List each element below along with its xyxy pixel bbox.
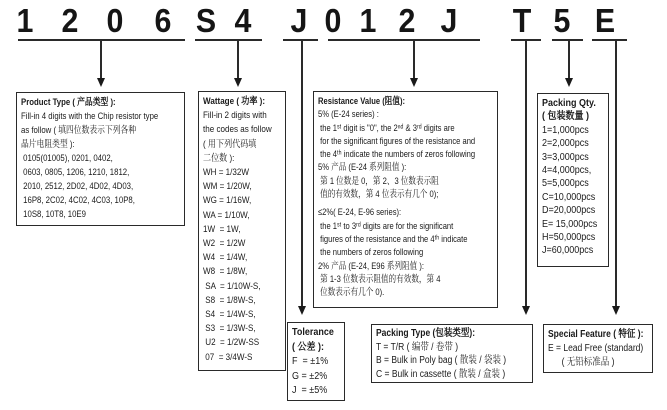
wattage-code-line: WG = 1/16W, xyxy=(203,195,252,207)
wattage-code-line: 07 = 3/4W-S xyxy=(203,351,253,363)
connector-line-special-feature xyxy=(615,40,617,307)
product-type-line: 10S8, 10T8, 10E9 xyxy=(21,209,86,220)
code-char-4: 6 xyxy=(154,2,172,39)
arrow-down-icon-wattage xyxy=(234,78,242,87)
code-char-14: E xyxy=(594,2,616,39)
arrow-down-icon-packing-type xyxy=(522,306,530,315)
resistance-line: 5% (E-24 series) : xyxy=(318,109,379,121)
arrow-down-icon-special-feature xyxy=(612,306,620,315)
wattage-code-line: W2 = 1/2W xyxy=(203,238,246,250)
packing-type-title: Packing Type (包装类型): xyxy=(376,328,476,339)
connector-line-resistance xyxy=(413,40,415,79)
tolerance-line: F = ±1% xyxy=(292,356,329,367)
code-char-5: S xyxy=(195,2,217,39)
wattage-code-line: WA = 1/10W, xyxy=(203,209,250,221)
tolerance-line: J = ±5% xyxy=(292,385,328,396)
packing-type-line: T = T/R ( 编带 / 卷带 ) xyxy=(376,341,459,353)
product-type-title: Product Type ( 产品类型 ): xyxy=(21,97,116,108)
resistance-line: 5% 产品 (E-24 系列阻值 ): xyxy=(318,162,407,174)
special-feature-line: E = Lead Free (standard) xyxy=(548,343,644,354)
connector-line-packing-type xyxy=(525,40,527,307)
wattage-box xyxy=(198,91,286,371)
arrow-down-icon-resistance xyxy=(410,78,418,87)
resistance-value-box xyxy=(313,91,498,308)
product-type-line: 0603, 0805, 1206, 1210, 1812, xyxy=(21,167,130,178)
code-char-2: 2 xyxy=(61,2,79,39)
special-feature-box xyxy=(543,324,653,373)
resistance-line: 第 1-3 位数表示阻值的有效数，第 4 xyxy=(318,273,441,285)
code-char-8: 0 xyxy=(324,2,342,39)
resistance-line: ≤2%( E-24, E-96 series): xyxy=(318,207,402,219)
product-type-line: 晶片电阻类型 ): xyxy=(21,139,75,150)
connector-line-packing-qty xyxy=(568,40,570,79)
code-char-13: 5 xyxy=(553,2,571,39)
resistance-line: 第 1 位数是 0，第 2、3 位数表示阻 xyxy=(318,175,439,187)
packing-qty-line: 3=3,000pcs xyxy=(542,151,589,163)
wattage-code-line: W4 = 1/4W, xyxy=(203,252,248,264)
wattage-line: ( 用下列代码填 xyxy=(203,138,257,150)
tolerance-title-cn: ( 公差 ): xyxy=(292,341,324,353)
packing-qty-line: H=50,000pcs xyxy=(542,232,596,244)
packing-qty-title: Packing Qty. xyxy=(542,98,596,109)
wattage-line: 二位数 ): xyxy=(203,152,235,164)
resistance-line: 2% 产品 (E-24, E96 系列阻值 ): xyxy=(318,260,425,272)
wattage-code-line: 1W = 1W, xyxy=(203,223,241,235)
code-char-7: J xyxy=(290,2,308,39)
code-char-9: 1 xyxy=(359,2,377,39)
resistance-line: the numbers of zeros following xyxy=(318,247,424,259)
resistance-line: 值的有效数，第 4 位表示有几个 0); xyxy=(318,189,439,201)
product-type-line: 16P8, 2C02, 4C02, 4C03, 10P8, xyxy=(21,195,135,206)
packing-type-box xyxy=(371,324,533,383)
arrow-down-icon-tolerance xyxy=(298,306,306,315)
packing-qty-line: 5=5,000pcs xyxy=(542,178,589,190)
connector-line-wattage xyxy=(237,40,239,79)
packing-qty-line: E= 15,000pcs xyxy=(542,218,598,230)
tolerance-title: Tolerance xyxy=(292,327,334,338)
wattage-code-line: S8 = 1/8W-S, xyxy=(203,294,256,306)
packing-qty-title-cn: ( 包装数量 ) xyxy=(542,111,589,123)
special-feature-line: ( 无铅标准品 ) xyxy=(561,357,615,368)
tolerance-box xyxy=(287,322,345,401)
wattage-line: Fill-in 2 digits with xyxy=(203,110,267,122)
resistance-line: 位数表示有几个 0). xyxy=(318,287,385,299)
wattage-line: the codes as follow xyxy=(203,124,272,136)
product-type-line: Fill-in 4 digits with the Chip resistor type xyxy=(21,111,159,122)
underline-wattage-group xyxy=(195,39,262,41)
packing-qty-line: C=10,000pcs xyxy=(542,191,596,203)
resistance-line: the 1ˢᵗ digit is "0", the 2ⁿᵈ & 3ʳᵈ digits are xyxy=(318,122,455,134)
product-type-box xyxy=(16,92,185,226)
underline-product-group xyxy=(18,39,185,41)
product-type-line: as follow ( 填四位数表示下列各种 xyxy=(21,125,137,136)
packing-qty-line: 1=1,000pcs xyxy=(542,124,589,136)
product-type-line: 0105(01005), 0201, 0402, xyxy=(21,153,113,164)
wattage-title: Wattage ( 功率 ): xyxy=(203,96,266,107)
wattage-code-line: WM = 1/20W, xyxy=(203,181,252,193)
tolerance-line: G = ±2% xyxy=(292,370,328,382)
resistance-title: Resistance Value (阻值): xyxy=(318,96,406,107)
packing-qty-box xyxy=(537,93,609,267)
packing-type-line: B = Bulk in Poly bag ( 散装 / 袋装 ) xyxy=(376,355,507,367)
packing-qty-line: 4=4,000pcs, xyxy=(542,165,592,177)
connector-line-product xyxy=(100,40,102,79)
special-feature-title: Special Feature ( 特征 ): xyxy=(548,329,644,340)
code-char-12: T xyxy=(512,2,532,39)
connector-line-tolerance xyxy=(301,40,303,307)
code-char-11: J xyxy=(440,2,458,39)
packing-type-line: C = Bulk in cassette ( 散装 / 盒装 ) xyxy=(376,368,506,380)
code-char-1: 1 xyxy=(16,2,34,39)
code-char-6: 4 xyxy=(234,2,252,39)
wattage-code-line: S3 = 1/3W-S, xyxy=(203,323,256,335)
resistance-line: the 1ˢᵗ to 3ʳᵈ digits are for the significant xyxy=(318,220,454,232)
underline-special-feature-group xyxy=(592,39,627,41)
wattage-code-line: WH = 1/32W xyxy=(203,167,250,179)
arrow-down-icon-packing-qty xyxy=(565,78,573,87)
wattage-code-line: W8 = 1/8W, xyxy=(203,266,248,278)
code-char-10: 2 xyxy=(398,2,416,39)
product-type-line: 2010, 2512, 2D02, 4D02, 4D03, xyxy=(21,181,134,192)
underline-resistance-group xyxy=(328,39,480,41)
wattage-code-line: S4 = 1/4W-S, xyxy=(203,309,256,321)
wattage-code-line: SA = 1/10W-S, xyxy=(203,280,261,292)
packing-qty-line: J=60,000pcs xyxy=(542,245,594,257)
resistance-line: for the significant figures of the resistance and xyxy=(318,135,476,147)
arrow-down-icon-product xyxy=(97,78,105,87)
code-char-3: 0 xyxy=(106,2,124,39)
resistance-line: the 4ᵗʰ indicate the numbers of zeros following xyxy=(318,149,476,161)
packing-qty-line: D=20,000pcs xyxy=(542,205,596,217)
resistance-line: figures of the resistance and the 4ᵗʰ indicate xyxy=(318,233,468,245)
packing-qty-line: 2=2,000pcs xyxy=(542,138,589,150)
wattage-code-line: U2 = 1/2W-SS xyxy=(203,337,260,349)
